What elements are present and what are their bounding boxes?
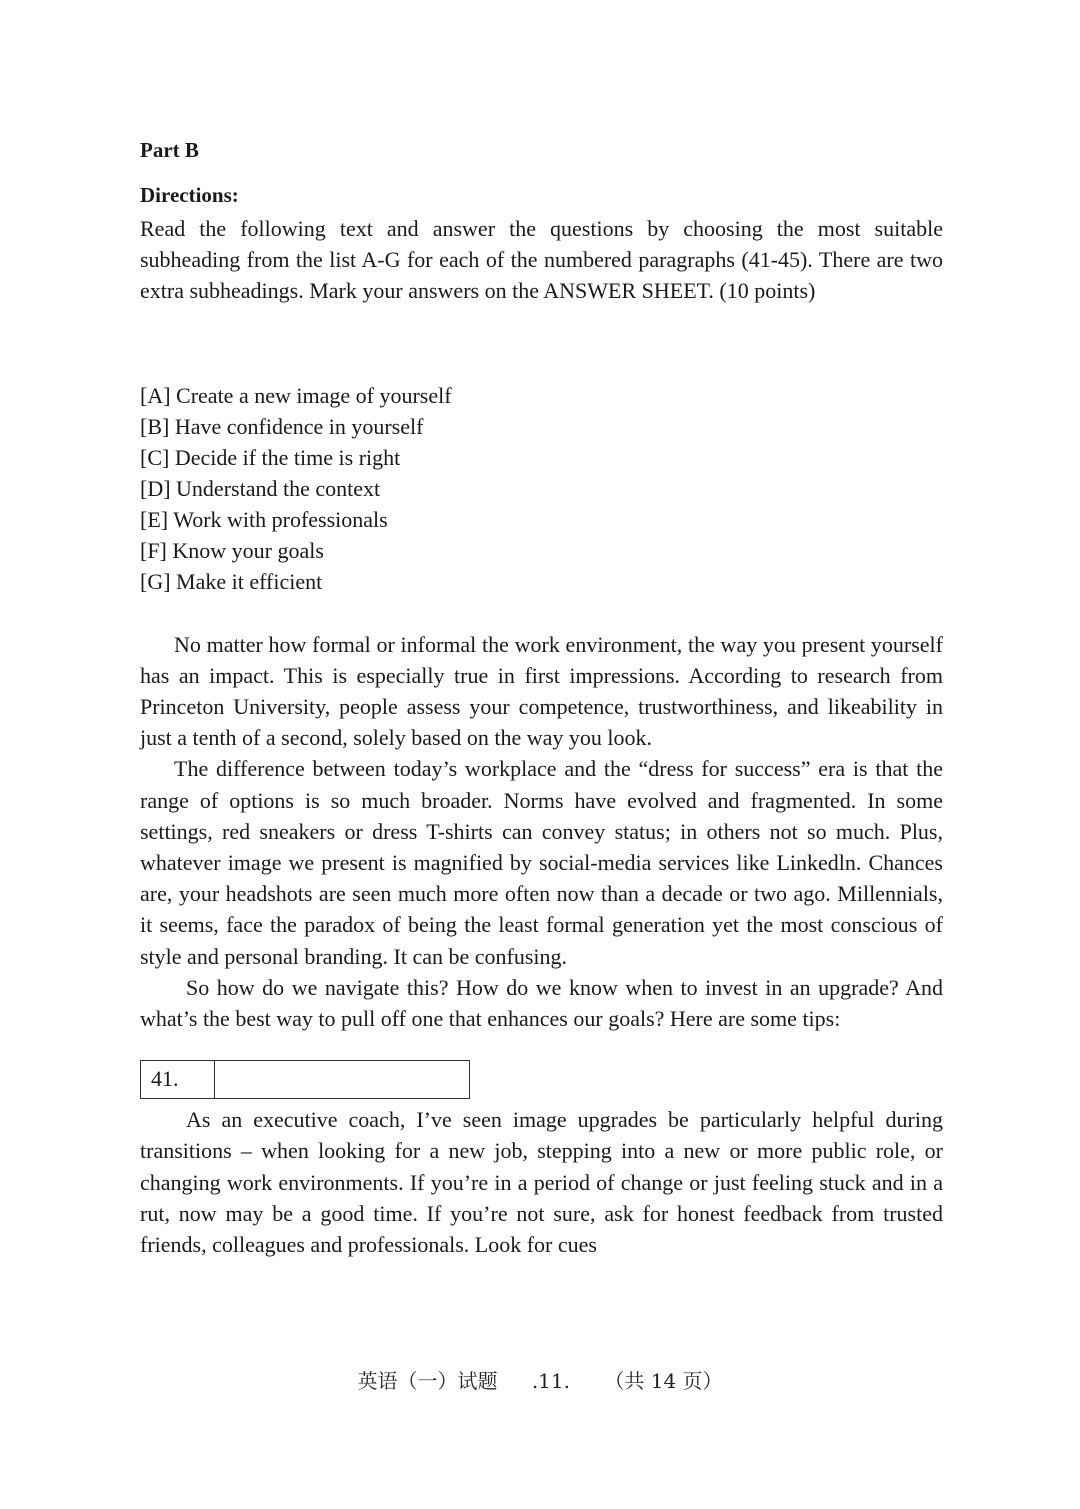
option-c: [C] Decide if the time is right	[140, 444, 401, 470]
directions-title: Directions:	[140, 183, 239, 207]
passage	[140, 629, 943, 1035]
passage-paragraph-1: No matter how formal or informal the work environment, the way you present yourself has an impact. This is especially true in first impressions. According to research from Princeton University, people assess your competence, trustworthiness, and likeability in just a tenth of a second, solely based on the way you look.	[140, 631, 943, 751]
option-a: [A] Create a new image of yourself	[140, 382, 452, 408]
directions-text: Read the following text and answer the questions by choosing the most suitable subheading from the list A-G for each of the numbered paragraphs (41-45). There are two extra subheadings. Mark your answers on the ANSWER SHEET. (10 points)	[140, 216, 943, 304]
question-41-answer-box[interactable]	[140, 1060, 470, 1099]
subheading-options	[140, 380, 943, 597]
passage-paragraph-2: The difference between today’s workplace and the “dress for success” era is that the range of options is so much broader. Norms have evolved and fragmented. In some settings, red sneakers or dress T-shirts can convey status; in others not so much. Plus, whatever image we present is magnified by social-media services like Linkedln. Chances are, your headshots are seen much more often now than a decade or two ago. Millennials, it seems, face the paradox of being the least formal generation yet the most conscious of style and personal branding. It can be confusing.	[140, 756, 943, 969]
passage-paragraph-4: As an executive coach, I’ve seen image upgrades be particularly helpful during transitions – when looking for a new job, stepping into a new or more public role, or changing work environments. If you’re in a period of change or just feeling stuck and in a rut, now may be a good time. If you’re not sure, ask for honest feedback from trusted friends, colleagues and professionals. Look for cues	[140, 1107, 943, 1258]
part-title: Part B	[140, 138, 199, 162]
question-number: 41.	[141, 1061, 215, 1098]
footer-subject: 英语（一）试题	[357, 1369, 498, 1393]
option-b: [B] Have confidence in yourself	[140, 413, 424, 439]
option-f: [F] Know your goals	[140, 537, 324, 563]
option-d: [D] Understand the context	[140, 475, 381, 501]
exam-page	[140, 134, 943, 1260]
passage-paragraph-3: So how do we navigate this? How do we know when to invest in an upgrade? And what’s the best way to pull off one that enhances our goals? Here are some tips:	[140, 974, 943, 1032]
option-e: [E] Work with professionals	[140, 506, 388, 532]
footer-page-number: .11.	[531, 1369, 570, 1393]
page-footer	[0, 1366, 1080, 1396]
option-g: [G] Make it efficient	[140, 568, 323, 594]
footer-total-pages: （共 14 页）	[604, 1369, 723, 1393]
answer-blank[interactable]	[215, 1061, 469, 1098]
